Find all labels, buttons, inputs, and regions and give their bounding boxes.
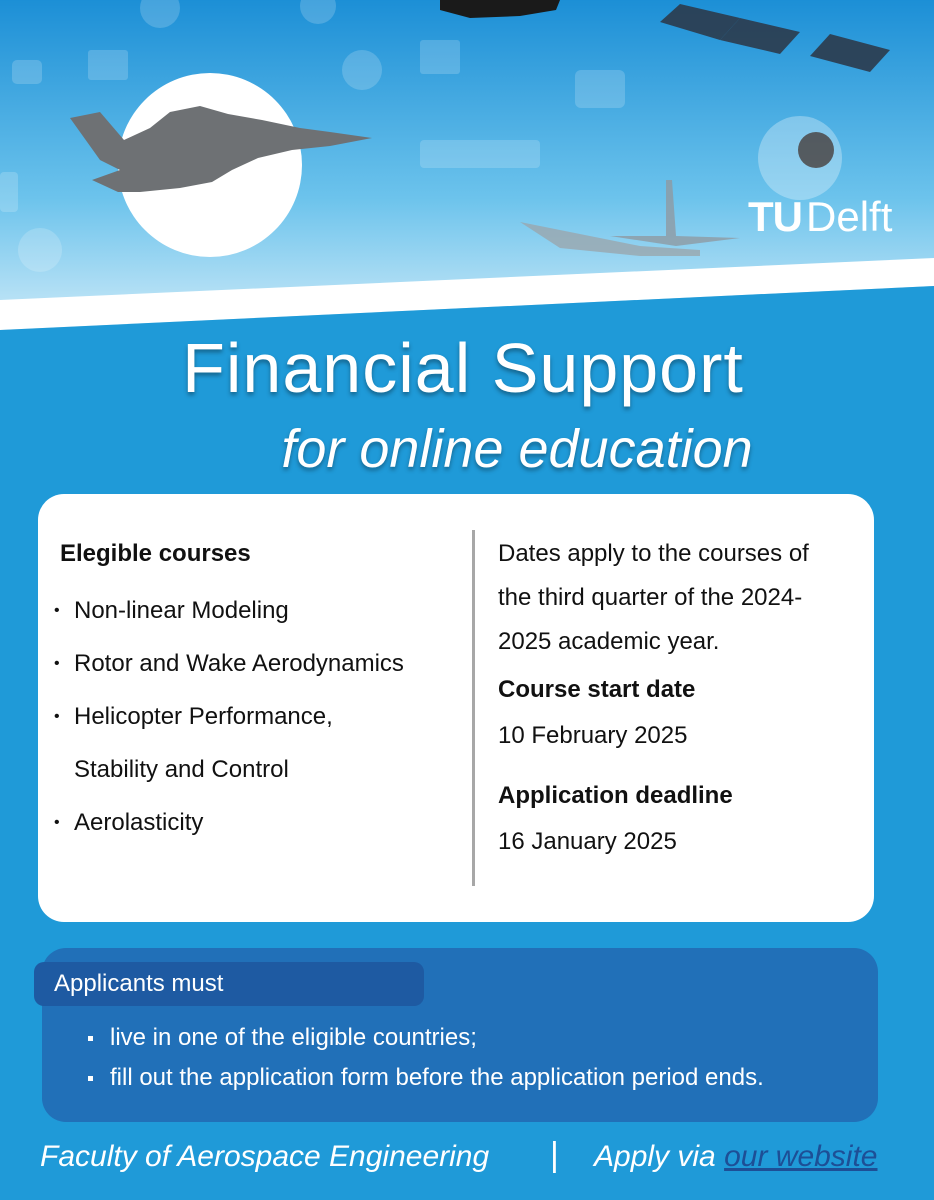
square-bullet-icon bbox=[88, 1076, 93, 1081]
deadline-label: Application deadline bbox=[498, 782, 733, 809]
course-label: Stability and Control bbox=[74, 756, 289, 783]
course-label: Helicopter Performance, bbox=[74, 703, 333, 730]
page-subtitle: for online education bbox=[281, 419, 753, 479]
course-start-label: Course start date bbox=[498, 676, 696, 703]
requirement-item bbox=[88, 1058, 764, 1098]
footer-separator: | bbox=[550, 1136, 559, 1174]
deadline-value: 16 January 2025 bbox=[498, 828, 677, 855]
requirements-tab bbox=[34, 962, 424, 1006]
apply-text bbox=[594, 1140, 878, 1174]
tu-delft-logo[interactable] bbox=[748, 185, 918, 245]
bullet-icon: • bbox=[54, 655, 60, 672]
bullet-icon: • bbox=[54, 602, 60, 619]
faculty-name: Faculty of Aerospace Engineering bbox=[40, 1140, 490, 1173]
logo-tu-text: TU bbox=[748, 193, 802, 240]
dates-note-line: the third quarter of the 2024- bbox=[498, 584, 803, 611]
course-label: Rotor and Wake Aerodynamics bbox=[74, 650, 404, 677]
header-banner bbox=[0, 0, 934, 330]
apply-prefix: Apply via bbox=[594, 1140, 725, 1173]
requirement-item bbox=[88, 1018, 764, 1058]
requirement-text: fill out the application form before the application period ends. bbox=[110, 1064, 764, 1091]
bullet-icon: • bbox=[54, 708, 60, 725]
course-list bbox=[54, 584, 404, 849]
bullet-icon: • bbox=[54, 814, 60, 831]
requirements-heading: Applicants must bbox=[54, 970, 224, 997]
dates-note-line: Dates apply to the courses of bbox=[498, 540, 809, 567]
dates-note-line: 2025 academic year. bbox=[498, 628, 720, 655]
courses-heading: Elegible courses bbox=[60, 540, 251, 567]
square-bullet-icon bbox=[88, 1036, 93, 1041]
course-item bbox=[54, 690, 404, 743]
course-label: Non-linear Modeling bbox=[74, 597, 289, 624]
course-item bbox=[54, 637, 404, 690]
course-item bbox=[54, 796, 404, 849]
website-link[interactable]: our website bbox=[724, 1140, 878, 1173]
footer bbox=[0, 1136, 934, 1180]
course-info-card bbox=[38, 494, 874, 922]
column-divider bbox=[472, 530, 475, 886]
dates-column bbox=[498, 532, 858, 866]
page-title: Financial Support bbox=[182, 329, 744, 407]
course-item-continued bbox=[54, 743, 404, 796]
banner-illustration bbox=[0, 0, 934, 330]
requirements-list bbox=[88, 1018, 764, 1098]
logo-delft-text: Delft bbox=[806, 193, 893, 240]
course-label: Aerolasticity bbox=[74, 809, 204, 836]
course-item bbox=[54, 584, 404, 637]
course-start-value: 10 February 2025 bbox=[498, 722, 688, 749]
requirement-text: live in one of the eligible countries; bbox=[110, 1024, 477, 1051]
